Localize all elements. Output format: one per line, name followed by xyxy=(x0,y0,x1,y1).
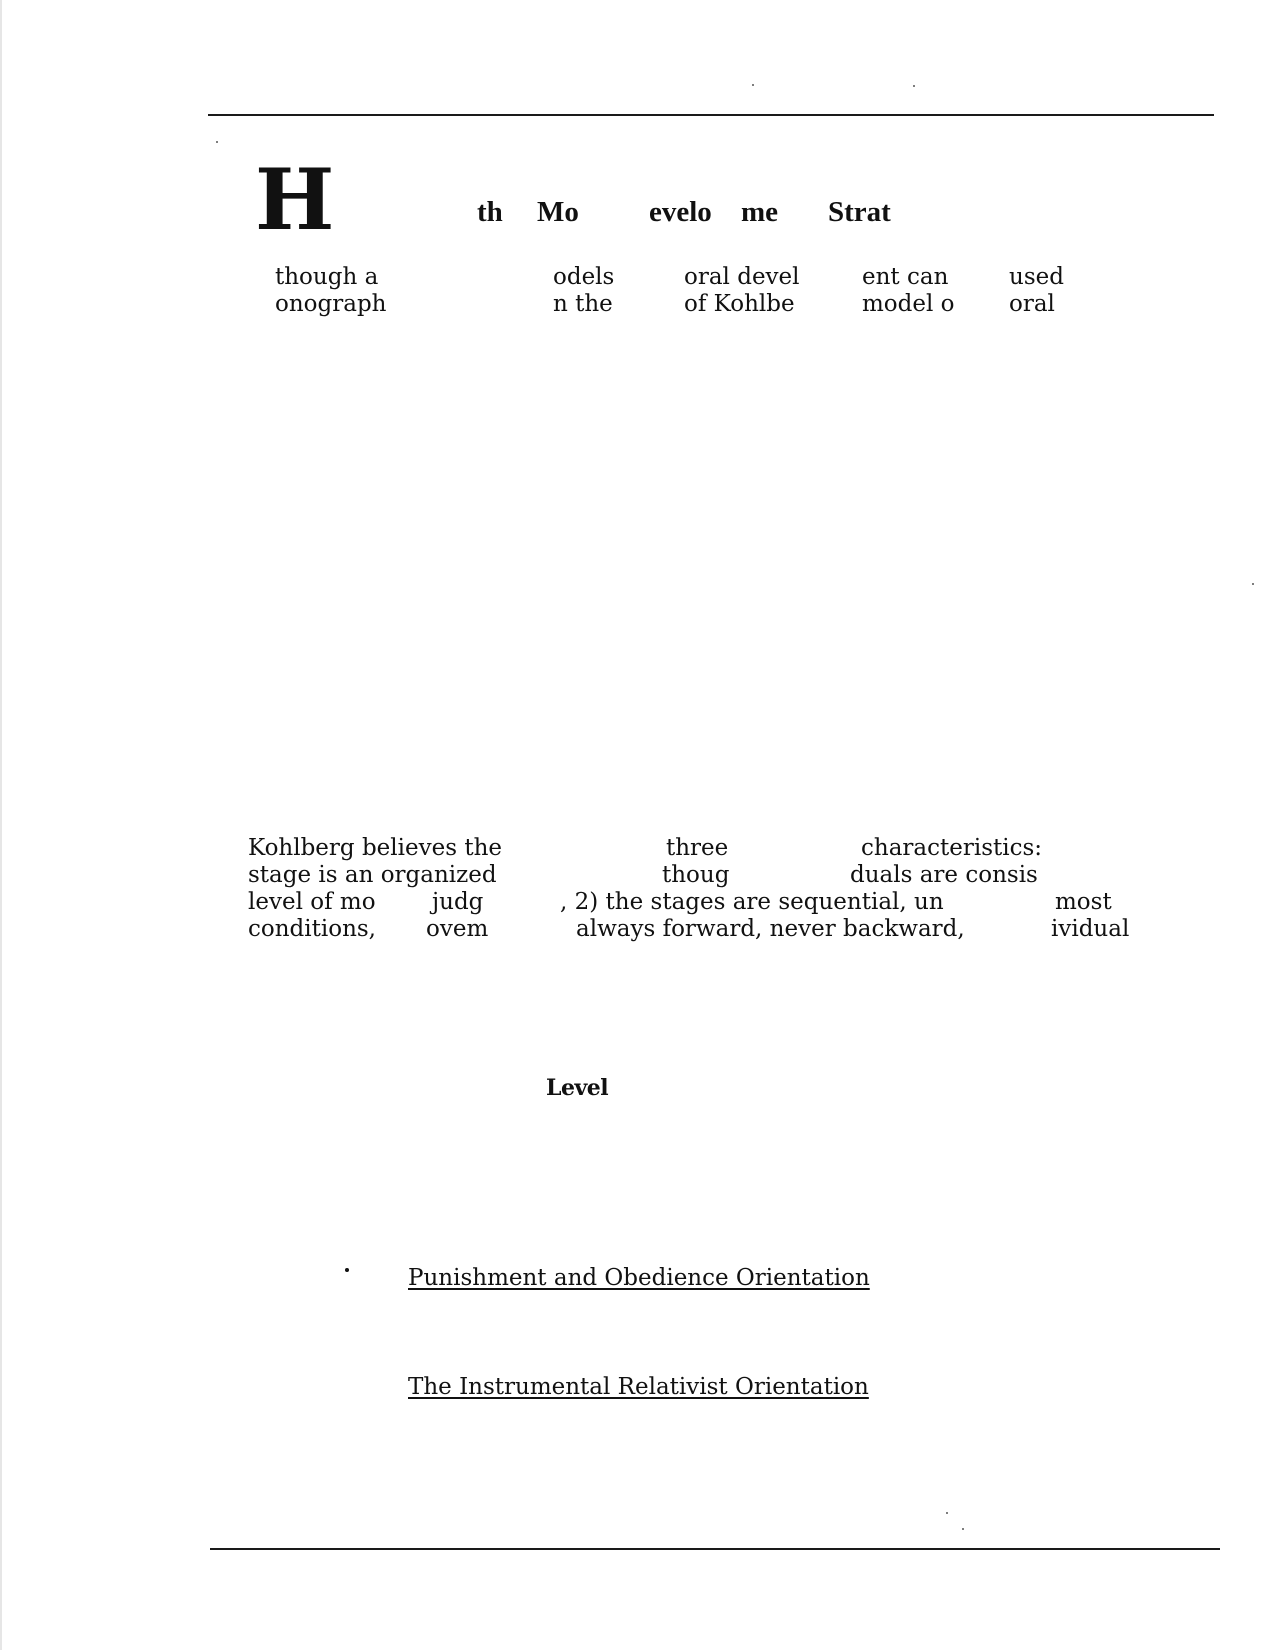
level-heading: Level xyxy=(546,1075,609,1101)
intro-fragment: oral xyxy=(1009,291,1055,317)
heading-fragment: evelo xyxy=(649,196,712,228)
intro-fragment: model o xyxy=(862,291,955,317)
kohlberg-fragment: thoug xyxy=(662,862,730,888)
intro-fragment: odels xyxy=(553,264,615,290)
kohlberg-fragment: conditions, xyxy=(248,916,376,942)
kohlberg-fragment: ovem xyxy=(426,916,489,942)
kohlberg-fragment: always forward, never backward, xyxy=(576,916,965,942)
bullet-dot xyxy=(345,1268,349,1272)
heading-fragment: th xyxy=(477,196,503,228)
kohlberg-fragment: most xyxy=(1055,889,1112,915)
heading-dropcap: H xyxy=(255,150,333,249)
intro-fragment: n the xyxy=(553,291,613,317)
kohlberg-fragment: stage is an organized xyxy=(248,862,497,888)
heading-fragment: Strat xyxy=(828,196,891,228)
scan-speck xyxy=(216,141,218,143)
scan-speck xyxy=(946,1512,948,1514)
top-rule xyxy=(208,114,1214,116)
intro-fragment: ent can xyxy=(862,264,949,290)
page-edge xyxy=(0,0,2,1650)
scan-speck xyxy=(752,84,754,86)
kohlberg-fragment: characteristics: xyxy=(861,835,1043,861)
stage-1-heading: Punishment and Obedience Orientation xyxy=(408,1265,870,1291)
intro-fragment: oral devel xyxy=(684,264,800,290)
kohlberg-fragment: three xyxy=(666,835,729,861)
intro-fragment: onograph xyxy=(275,291,387,317)
intro-fragment: of Kohlbe xyxy=(684,291,795,317)
kohlberg-fragment: ividual xyxy=(1051,916,1130,942)
kohlberg-fragment: duals are consis xyxy=(850,862,1038,888)
intro-fragment: though a xyxy=(275,264,379,290)
bottom-rule xyxy=(210,1548,1220,1550)
heading-fragment: me xyxy=(741,196,779,228)
scan-speck xyxy=(962,1528,964,1530)
kohlberg-fragment: , 2) the stages are sequential, un xyxy=(560,889,944,915)
stage-2-heading: The Instrumental Relativist Orientation xyxy=(408,1374,869,1400)
scan-speck xyxy=(913,85,915,87)
heading-fragment: Mo xyxy=(537,196,579,228)
kohlberg-fragment: level of mo xyxy=(248,889,376,915)
scan-speck xyxy=(1252,583,1254,585)
intro-fragment: used xyxy=(1009,264,1064,290)
kohlberg-fragment: Kohlberg believes the xyxy=(248,835,502,861)
kohlberg-fragment: judg xyxy=(432,889,484,915)
